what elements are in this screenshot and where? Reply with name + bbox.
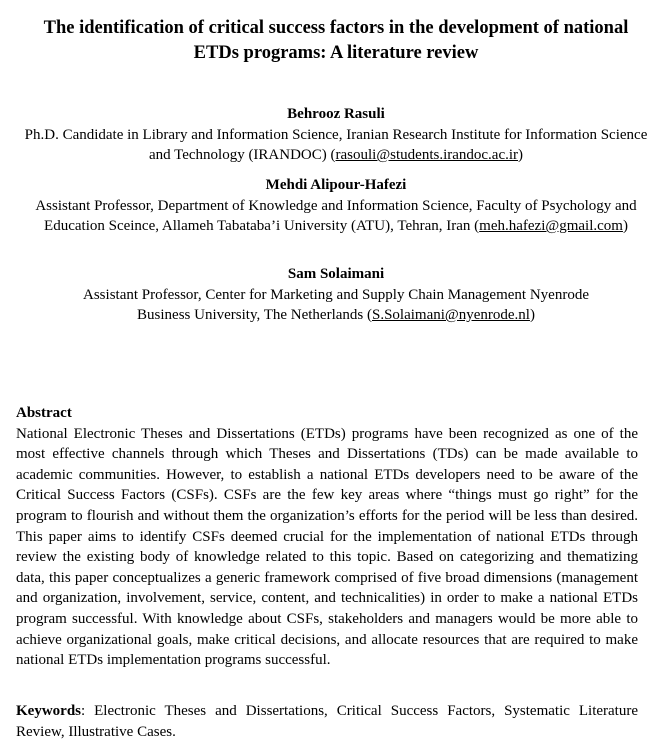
author-block-1	[6, 104, 666, 166]
author-affiliation	[6, 125, 666, 166]
author-affiliation	[76, 285, 596, 326]
abstract-section	[16, 403, 638, 671]
paper-title: The identification of critical success factors in the development of national ETDs programs: A literature review	[43, 18, 629, 63]
keywords-text: : Electronic Theses and Dissertations, Critical Success Factors, Systematic Literature Review, Illustrative Cases.	[16, 703, 638, 740]
author-name: Sam Solaimani	[287, 266, 385, 282]
affiliation-text: Assistant Professor, Center for Marketing and Supply Chain Management Nyenrode Business University, The Netherlands (	[83, 286, 589, 323]
affiliation-close: )	[529, 307, 535, 323]
keywords-section	[16, 701, 638, 742]
affiliation-text: Assistant Professor, Department of Knowledge and Information Science, Faculty of Psychology and Education Sceince, Allameh Tabataba’i University (ATU), Tehran, Iran (	[35, 197, 637, 234]
abstract-heading: Abstract	[16, 405, 72, 421]
abstract-text: National Electronic Theses and Dissertations (ETDs) programs have been recognized as one of the most effective channels through which Theses and Dissertations (TDs) can be made available to academic communities. However, to establish a national ETDs developers need to be aware of the Critical Success Factors (CSFs). CSFs are the few key areas where “things must go right” for the program to flourish and without them the organization’s efforts for the period will be less than desired. This paper aims to identify CSFs deemed crucial for the implementation of national ETDs through review the existing body of knowledge related to this topic. Based on categorizing and thematizing data, this paper conceptualizes a generic framework comprised of five broad dimensions (management and organization, involvement, service, content, and technicalities) in order to make a national ETDs program successful. With knowledge about CSFs, stakeholders and managers would be more able to achieve organizational goals, make critical decisions, and allocate resources that are required to make national ETDs implementation programs successful.	[16, 425, 638, 669]
author-email-link[interactable]: rasouli@students.irandoc.ac.ir	[335, 147, 519, 163]
author-block-3	[6, 264, 666, 326]
author-block-2	[6, 175, 666, 237]
author-name: Mehdi Alipour-Hafezi	[265, 177, 407, 193]
author-affiliation	[6, 196, 666, 237]
affiliation-close: )	[622, 218, 628, 234]
author-name: Behrooz Rasuli	[287, 106, 385, 122]
keywords-label: Keywords	[16, 703, 81, 719]
affiliation-close: )	[518, 147, 524, 163]
author-email-link[interactable]: meh.hafezi@gmail.com	[479, 218, 623, 234]
affiliation-text: Ph.D. Candidate in Library and Information Science, Iranian Research Institute for Information Science and Technology (IRANDOC) (	[24, 126, 648, 163]
author-email-link[interactable]: S.Solaimani@nyenrode.nl	[372, 307, 530, 323]
